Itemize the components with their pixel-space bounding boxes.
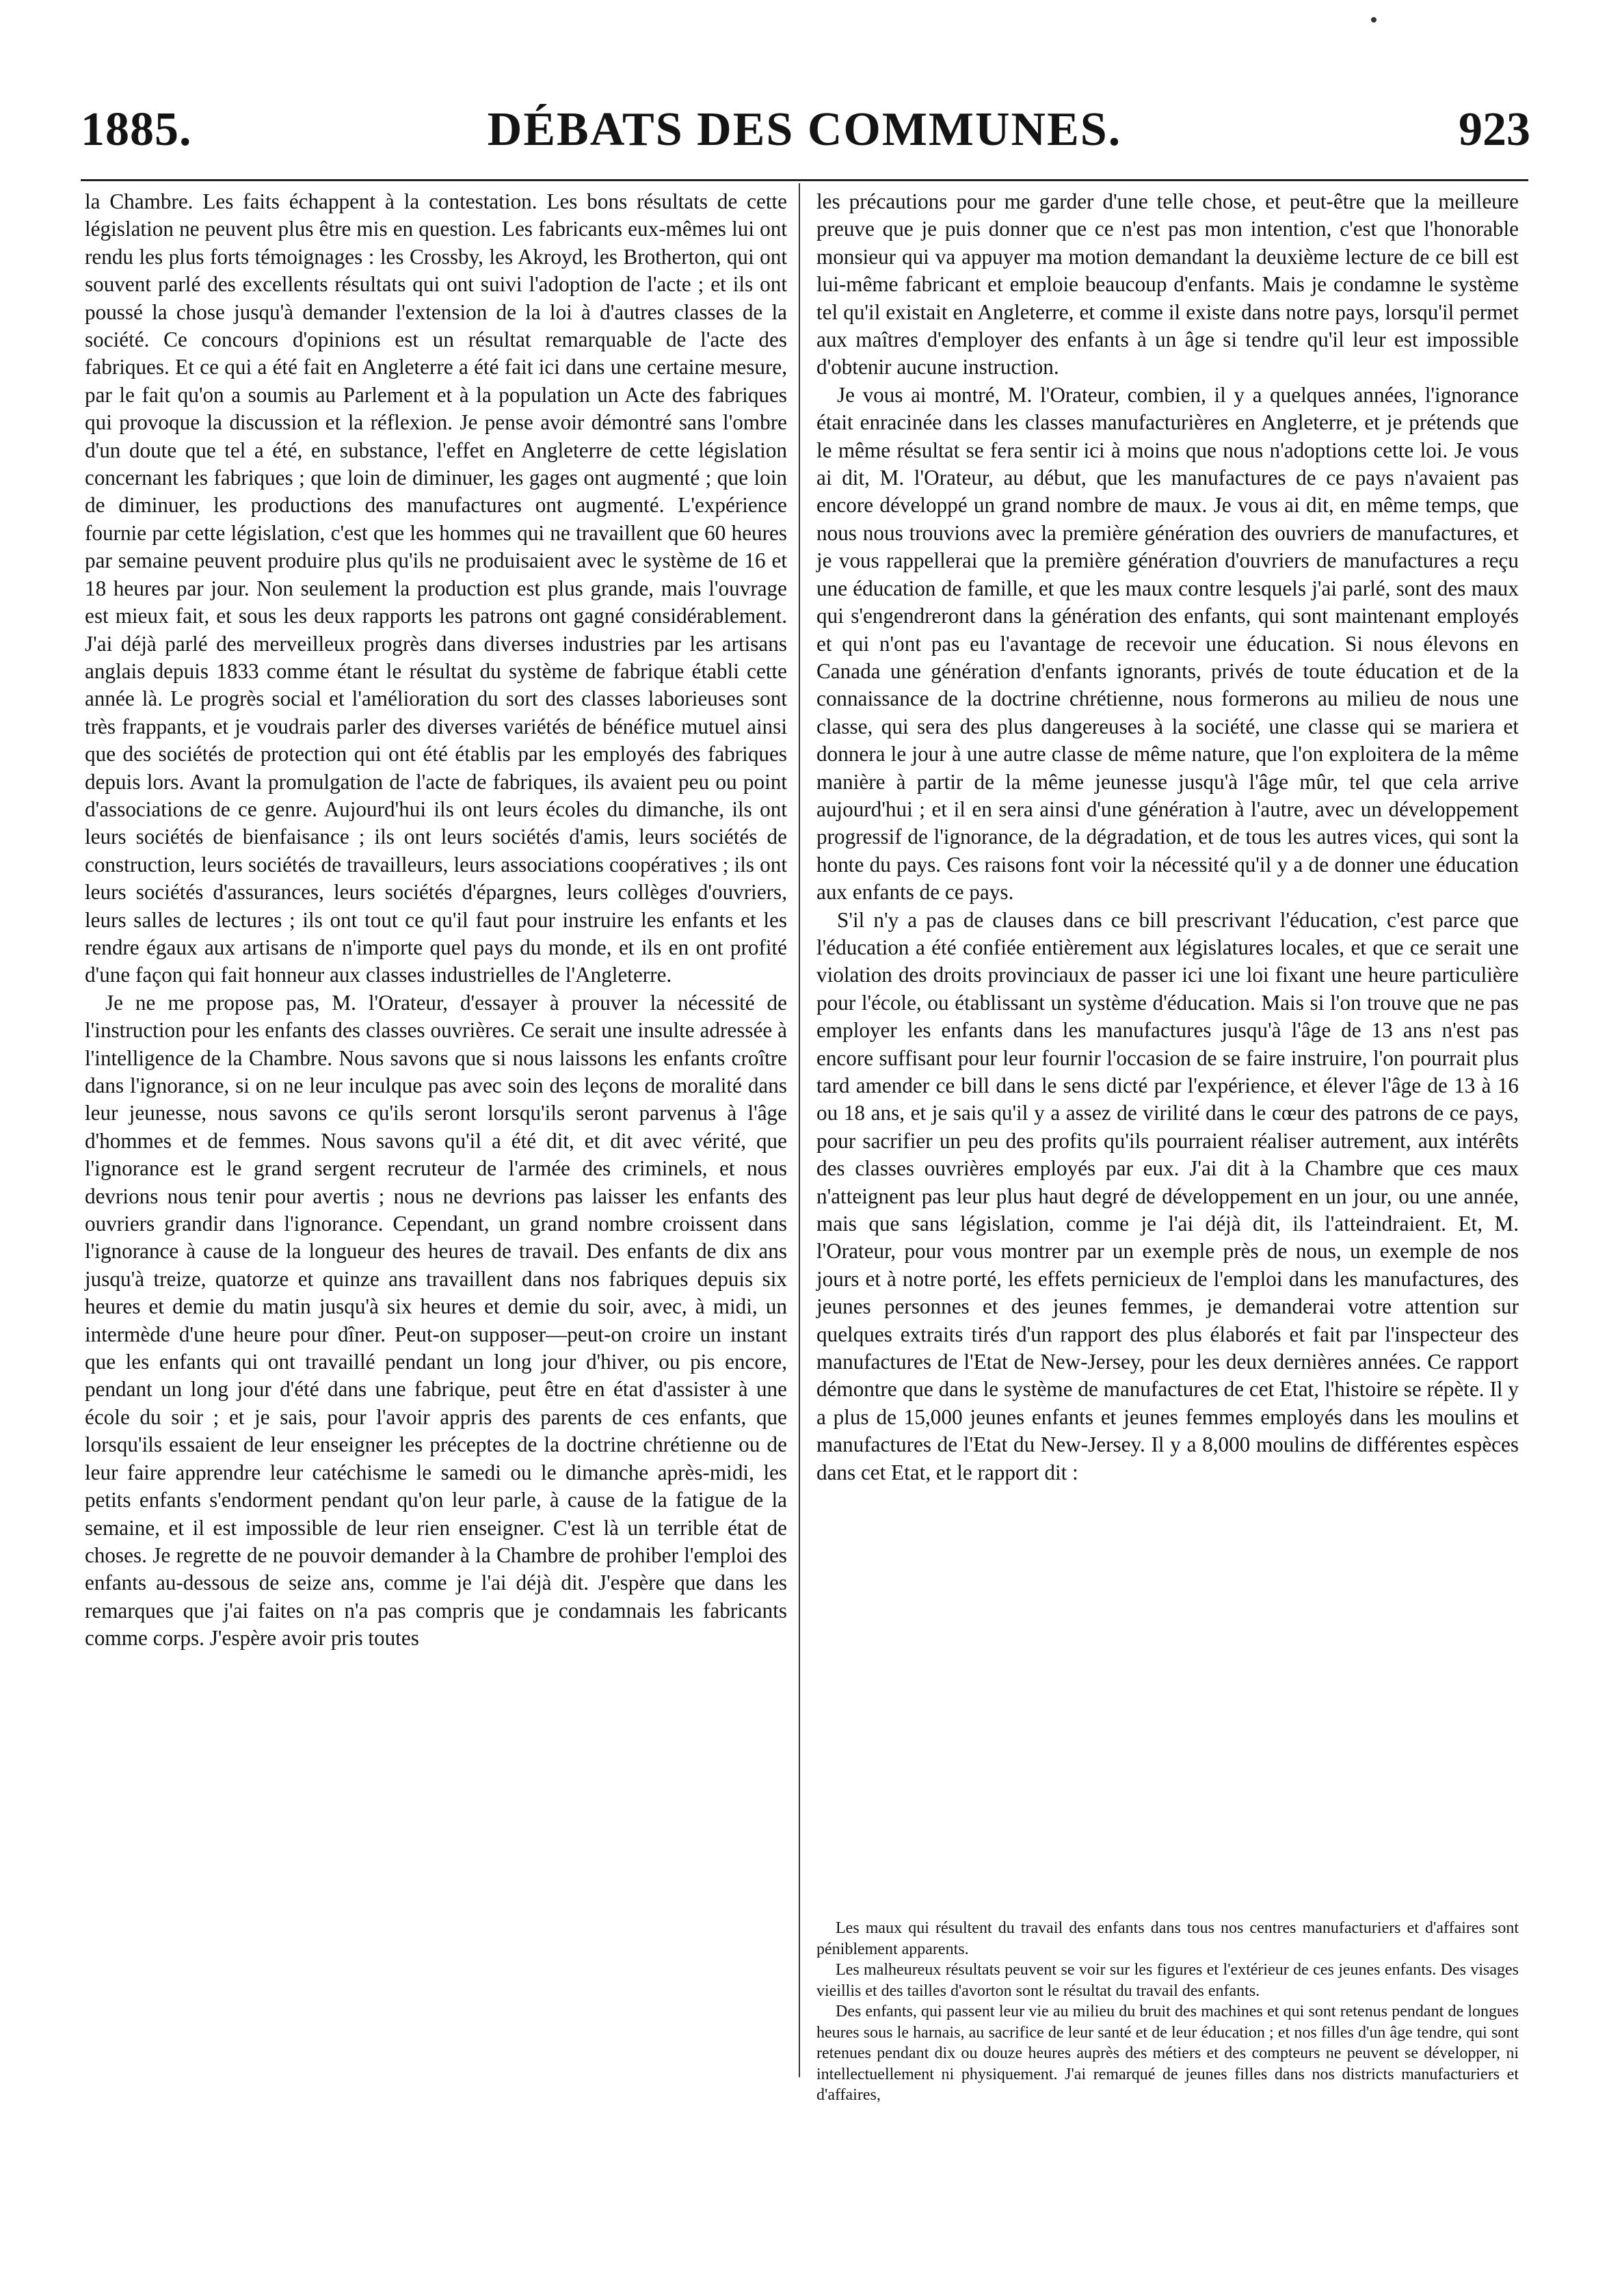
- header-rule: [81, 179, 1528, 181]
- excerpt-paragraph-2: Les malheureux résultats peuvent se voir sur les figures et l'extérieur de ces jeunes enfants. Des visages vieillis et des tailles d'avorton sont le résultat du travail des enfants.: [816, 1961, 1519, 2000]
- left-paragraph-1: la Chambre. Les faits échappent à la contestation. Les bons résultats de cette législation ne peuvent plus être mis en question. Les fabricants eux-mêmes lui ont rendu les plus forts témoignages : les Crossby, les Akroyd, les Brotherton, qui ont souvent parlé des excellents résultats qui ont suivi l'adoption de l'acte ; et ils ont poussé la chose jusqu'à demander l'extension de la loi à d'autres classes de la société. Ce concours d'opinions est un résultat remarquable de l'acte des fabriques. Et ce qui a été fait en Angleterre a été fait ici dans une certaine mesure, par le fait qu'on a soumis au Parlement et à la population un Acte des fabriques qui provoque la discussion et la réflexion. Je pense avoir démontré sans l'ombre d'un doute que tel a été, en substance, l'effet en Angleterre de cette législation concernant les fabriques ; que loin de diminuer, les gages ont augmenté ; que loin de diminuer, les productions des manufactures ont augmenté. L'expérience fournie par cette législation, c'est que les hommes qui ne travaillent que 60 heures par semaine peuvent produire plus qu'ils ne produisaient avec le système de 16 et 18 heures par jour. Non seulement la production est plus grande, mais l'ouvrage est mieux fait, et sous les deux rapports les patrons ont gagné considérablement. J'ai déjà parlé des merveilleux progrès dans diverses industries par les artisans anglais depuis 1833 comme étant le résultat du système de fabrique établi cette année là. Le progrès social et l'amélioration du sort des classes laborieuses sont très frappants, et je voudrais parler des diverses variétés de bénéfice mutuel ainsi que des sociétés de protection qui ont été établis par les employés des fabriques depuis lors. Avant la promulgation de l'acte de fabriques, ils avaient peu ou point d'associations de ce genre. Aujourd'hui ils ont leurs écoles du dimanche, ils ont leurs sociétés de bienfaisance ; ils ont leurs sociétés d'amis, leurs sociétés de construction, leurs sociétés de travailleurs, leurs associations coopératives ; ils ont leurs sociétés d'assurances, leurs sociétés d'épargnes, leurs collèges d'ouvriers, leurs salles de lectures ; ils ont tout ce qu'il faut pour instruire les enfants et les rendre égaux aux artisans de n'importe quel pays du monde, et ils en ont profité d'une façon qui fait honneur aux classes industrielles de l'Angleterre.: [85, 189, 787, 987]
- quoted-report-excerpt: [816, 1918, 1519, 2106]
- header-year: 1885.: [81, 103, 192, 156]
- excerpt-paragraph-1: Les maux qui résultent du travail des enfants dans tous nos centres manufacturiers et d'affaires sont péniblement apparents.: [816, 1919, 1519, 1958]
- left-paragraph-2: Je ne me propose pas, M. l'Orateur, d'essayer à prouver la nécessité de l'instruction pour les enfants des classes ouvrières. Ce serait une insulte adressée à l'intelligence de la Chambre. Nous savons que si nous laissons les enfants croître dans l'ignorance, si on ne leur inculque pas avec soin des leçons de moralité dans leur jeunesse, nous savons ce qu'ils seront lorsqu'ils seront parvenus à l'âge d'hommes et de femmes. Nous savons qu'il a été dit, et dit avec vérité, que l'ignorance est le grand sergent recruteur de l'armée des criminels, et nous devrions nous tenir pour avertis ; nous ne devrions pas laisser les enfants des ouvriers grandir dans l'ignorance. Cependant, un grand nombre croissent dans l'ignorance à cause de la longueur des heures de travail. Des enfants de dix ans jusqu'à treize, quatorze et quinze ans travaillent dans nos fabriques depuis six heures et demie du matin jusqu'à six heures et demie du soir, avec, à midi, un intermède d'une heure pour dîner. Peut-on supposer—peut-on croire un instant que les enfants qui ont travaillé pendant un long jour d'hiver, ou pis encore, pendant un long jour d'été dans une fabrique, peut être en état d'assister à une école du soir ; et je sais, pour l'avoir appris des parents de ces enfants, que lorsqu'ils essaient de leur enseigner les préceptes de la doctrine chrétienne ou de leur faire apprendre leur catéchisme le samedi ou le dimanche après-midi, les petits enfants s'endorment pendant qu'on leur parle, à cause de la fatigue de la semaine, et il est impossible de leur rien enseigner. C'est là un terrible état de choses. Je regrette de ne pouvoir demander à la Chambre de prohiber l'emploi des enfants au-dessous de seize ans, comme je l'ai déjà dit. J'espère que dans les remarques que j'ai faites on n'a pas compris que je condamnais les fabricants comme corps. J'espère avoir pris toutes: [85, 990, 787, 1651]
- right-paragraph-2: Je vous ai montré, M. l'Orateur, combien, il y a quelques années, l'ignorance était enracinée dans les classes manufacturières en Angleterre, et je prétends que le même résultat se fera sentir ici à moins que nous n'adoptions cette loi. Je vous ai dit, M. l'Orateur, au début, que les manufactures de ce pays n'avaient pas encore développé un grand nombre de maux. Je vous ai dit, en même temps, que nous nous trouvions avec la première génération des ouvriers de manufactures, et je vous rappellerai que la première génération d'ouvriers de manufactures a reçu une éducation de famille, et que les maux contre lesquels j'ai parlé, sont des maux qui s'engendreront dans la génération des enfants, qui sont maintenant employés et qui n'ont pas eu l'avantage de recevoir une éducation. Si nous élevons en Canada une génération d'enfants ignorants, privés de toute éducation et de la connaissance de la doctrine chrétienne, nous formerons au milieu de nous une classe, qui sera des plus dangereuses à la société, une classe qui se mariera et donnera le jour à une autre classe de même nature, que l'on exploitera de la même manière à partir de la même jeunesse jusqu'à l'âge mûr, tel que cela arrive aujourd'hui ; et il en sera ainsi d'une génération à l'autre, avec un développement progressif de l'ignorance, de la dégradation, et de tous les autres vices, qui sont la honte du pays. Ces raisons font voir la nécessité qu'il y a de donner une éducation aux enfants de ce pays.: [816, 382, 1519, 905]
- excerpt-paragraph-3: Des enfants, qui passent leur vie au milieu du bruit des machines et qui sont retenus pendant de longues heures sous le harnais, au sacrifice de leur santé et de leur éducation ; et nos filles d'un âge tendre, qui sont retenues pendant dix ou douze heures auprès des métiers et des compteurs ne peuvent se développer, ni intellectuellement ni physiquement. J'ai remarqué de jeunes filles dans nos districts manufacturiers et d'affaires,: [816, 2003, 1519, 2104]
- right-column: [816, 188, 1519, 1486]
- header-title: DÉBATS DES COMMUNES.: [487, 103, 1122, 156]
- left-column: [85, 188, 787, 1653]
- column-divider: [799, 183, 800, 2077]
- right-paragraph-1: les précautions pour me garder d'une telle chose, et peut-être que la meilleure preuve que je puis donner que ce n'est pas mon intention, c'est que l'honorable monsieur qui va appuyer ma motion demandant la deuxième lecture de ce bill est lui-même fabricant et emploie beaucoup d'enfants. Mais je condamne le système tel qu'il existait en Angleterre, et comme il existe dans notre pays, lorsqu'il permet aux maîtres d'employer des enfants à un âge si tendre qu'il leur est impossible d'obtenir aucune instruction.: [816, 189, 1519, 379]
- right-paragraph-3: S'il n'y a pas de clauses dans ce bill prescrivant l'éducation, c'est parce que l'éducation a été confiée entièrement aux législatures locales, et que ce serait une violation des droits provinciaux de passer ici une loi fixant une heure particulière pour l'école, ou établissant un système d'éducation. Mais si l'on trouve que ne pas employer les enfants dans les manufactures jusqu'à l'âge de 13 ans n'est pas encore suffisant pour leur fournir l'occasion de se faire instruire, l'on pourrait plus tard amender ce bill dans le sens dicté par l'expérience, et élever l'âge de 13 à 16 ou 18 ans, et je sais qu'il y a assez de virilité dans le cœur des patrons de ce pays, pour sacrifier un peu des profits qu'ils pourraient réaliser autrement, aux intérêts des classes ouvrières employés par eux. J'ai dit à la Chambre que ces maux n'atteignent pas leur plus haut degré de développement en un jour, ou une année, mais que sans législation, comme je l'ai déjà dit, ils l'atteindraient. Et, M. l'Orateur, pour vous montrer par un exemple près de nous, un exemple de nos jours et à notre porté, les effets pernicieux de l'emploi dans les manufactures, des jeunes personnes et des jeunes femmes, je demanderai votre attention sur quelques extraits tirés d'un rapport des plus élaborés et fait par l'inspecteur des manufactures de l'Etat de New-Jersey, pour les deux dernières années. Ce rapport démontre que dans le système de manufactures de cet Etat, l'histoire se répète. Il y a plus de 15,000 jeunes enfants et jeunes femmes employés dans les moulins et manufactures de l'Etat du New-Jersey. Il y a 8,000 moulins de différentes espèces dans cet Etat, et le rapport dit :: [816, 907, 1519, 1484]
- print-dot: [1371, 17, 1377, 23]
- page-header: [0, 103, 1609, 185]
- header-page-number: 923: [1459, 103, 1530, 156]
